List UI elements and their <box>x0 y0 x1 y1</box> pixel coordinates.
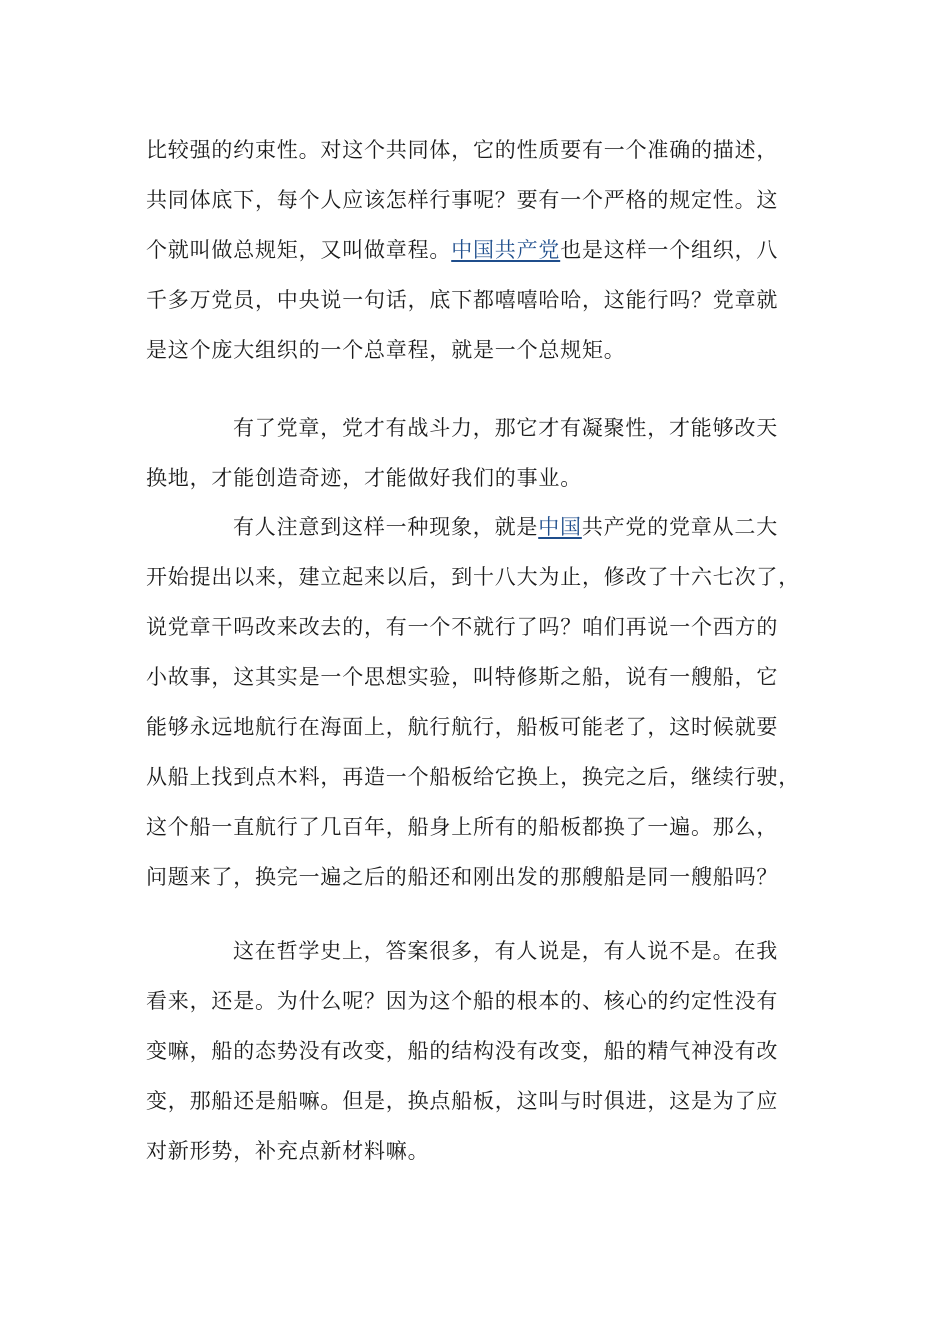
text-line <box>146 175 796 225</box>
paragraph-3 <box>146 502 800 902</box>
text-line <box>146 976 796 1026</box>
text-line <box>146 552 800 602</box>
text-segment: 问题来了，换完一遍之后的船还和刚出发的那艘船是同一艘船吗？ <box>146 865 779 889</box>
text-segment: 共产党的党章从二大 <box>581 515 779 539</box>
text-segment: 共同体底下，每个人应该怎样行事呢？要有一个严格的规定性。这 <box>146 188 779 212</box>
text-line <box>146 926 796 976</box>
text-line <box>146 1126 796 1176</box>
text-segment: 个就叫做总规矩，又叫做章程。 <box>146 238 452 262</box>
text-line <box>146 1026 796 1076</box>
text-segment: 对新形势，补充点新材料嘛。 <box>146 1139 430 1163</box>
hyperlink[interactable]: 中国共产党 <box>451 238 561 262</box>
text-segment: 能够永远地航行在海面上，航行航行，船板可能老了，这时候就要 <box>146 715 779 739</box>
hyperlink[interactable]: 中国 <box>538 515 582 539</box>
text-segment: 小故事，这其实是一个思想实验，叫特修斯之船，说有一艘船，它 <box>146 665 779 689</box>
text-segment: 说党章干吗改来改去的，有一个不就行了吗？咱们再说一个西方的 <box>146 615 779 639</box>
text-line <box>146 1076 796 1126</box>
text-segment: 看来，还是。为什么呢？因为这个船的根本的、核心的约定性没有 <box>146 989 779 1013</box>
text-line <box>146 602 796 652</box>
text-line <box>146 403 796 453</box>
text-segment: 比较强的约束性。对这个共同体，它的性质要有一个准确的描述， <box>146 138 779 162</box>
text-segment: 开始提出以来，建立起来以后，到十八大为止，修改了十六七次了， <box>146 565 800 589</box>
text-segment: 这个船一直航行了几百年，船身上所有的船板都换了一遍。那么， <box>146 815 779 839</box>
text-line <box>146 125 796 175</box>
text-line <box>146 502 796 552</box>
text-segment: 变，那船还是船嘛。但是，换点船板，这叫与时俱进，这是为了应 <box>146 1089 779 1113</box>
text-segment: 千多万党员，中央说一句话，底下都嘻嘻哈哈，这能行吗？党章就 <box>146 288 779 312</box>
text-line <box>146 702 796 752</box>
paragraph-2 <box>146 403 796 503</box>
text-line <box>146 325 796 375</box>
text-segment: 换地，才能创造奇迹，才能做好我们的事业。 <box>146 466 582 490</box>
text-segment: 是这个庞大组织的一个总章程，就是一个总规矩。 <box>146 338 626 362</box>
text-line <box>146 752 800 802</box>
text-segment: 从船上找到点木料，再造一个船板给它换上，换完之后，继续行驶， <box>146 765 800 789</box>
paragraph-4 <box>146 926 796 1176</box>
text-segment: 有人注意到这样一种现象，就是 <box>233 515 539 539</box>
text-segment: 变嘛，船的态势没有改变，船的结构没有改变，船的精气神没有改 <box>146 1039 779 1063</box>
text-segment: 这在哲学史上，答案很多，有人说是，有人说不是。在我 <box>233 939 778 963</box>
text-line <box>146 453 796 503</box>
paragraph-1 <box>146 125 796 375</box>
text-segment: 有了党章，党才有战斗力，那它才有凝聚性，才能够改天 <box>233 416 778 440</box>
text-line <box>146 225 796 275</box>
text-line <box>146 275 796 325</box>
text-line <box>146 652 796 702</box>
text-line <box>146 802 796 852</box>
text-line <box>146 852 796 902</box>
text-segment: 也是这样一个组织，八 <box>560 238 779 262</box>
